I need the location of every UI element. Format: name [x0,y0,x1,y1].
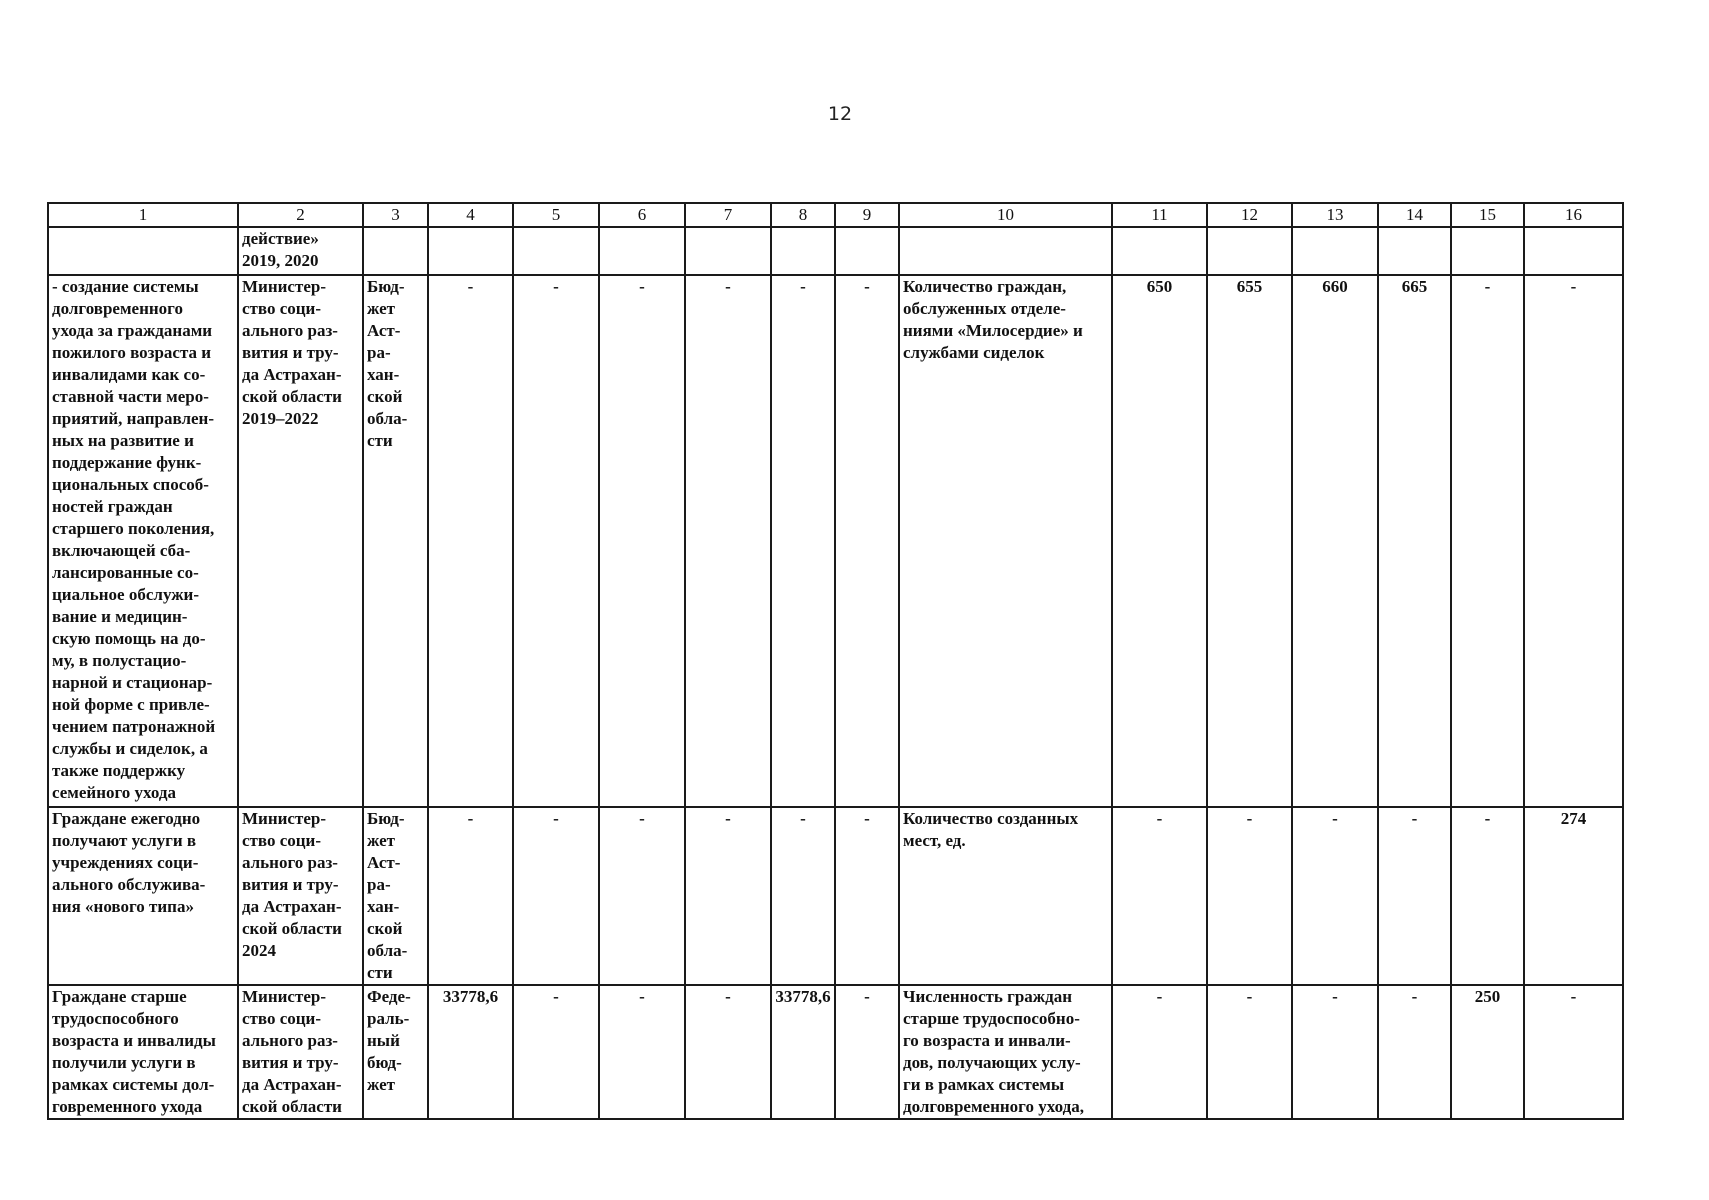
cell-indicator: Численность граждан старше трудоспособно- го возраста и инвали- дов, получающих услу- ги в рамках системы долговременного ухода, [899,985,1112,1119]
column-number-row [48,203,1623,227]
cell-value [1292,227,1378,275]
cell-value: 250 [1451,985,1524,1119]
cell-value [513,227,599,275]
cell-value: - [1112,985,1207,1119]
cell-value: - [1112,807,1207,985]
cell-value: - [599,275,685,807]
cell-source [363,227,428,275]
column-number: 9 [835,203,899,227]
cell-value: - [1451,807,1524,985]
cell-measure: Граждане старше трудоспособного возраста и инвалиды получили услуги в рамках системы дол- говременного ухода [48,985,238,1119]
cell-value: - [835,807,899,985]
column-number: 16 [1524,203,1623,227]
cell-value [428,227,513,275]
column-number: 2 [238,203,363,227]
cell-indicator: Количество созданных мест, ед. [899,807,1112,985]
program-table [47,202,1624,1120]
cell-executor: Министер- ство соци- ального раз- вития и тру- да Астрахан- ской области [238,985,363,1119]
cell-value [835,227,899,275]
cell-value: - [428,275,513,807]
cell-value: - [1451,275,1524,807]
column-number: 8 [771,203,835,227]
column-number: 12 [1207,203,1292,227]
table-row [48,227,1623,275]
table-row [48,275,1623,807]
cell-value: - [1292,985,1378,1119]
cell-value [599,227,685,275]
cell-executor: Министер- ство соци- ального раз- вития и тру- да Астрахан- ской области 2024 [238,807,363,985]
cell-executor: действие» 2019, 2020 [238,227,363,275]
column-number: 15 [1451,203,1524,227]
cell-measure: Граждане ежегодно получают услуги в учреждениях соци- ального обслужива- ния «нового типа» [48,807,238,985]
cell-indicator: Количество граждан, обслуженных отделе- ниями «Милосердие» и службами сиделок [899,275,1112,807]
cell-source: Бюд- жет Аст- ра- хан- ской обла- сти [363,275,428,807]
column-number: 13 [1292,203,1378,227]
cell-measure [48,227,238,275]
cell-value: 33778,6 [428,985,513,1119]
cell-executor: Министер- ство соци- ального раз- вития и тру- да Астрахан- ской области 2019–2022 [238,275,363,807]
cell-value: - [428,807,513,985]
cell-value: - [599,985,685,1119]
cell-value [1207,227,1292,275]
cell-value: 655 [1207,275,1292,807]
table-row [48,985,1623,1119]
cell-source: Феде- раль- ный бюд- жет [363,985,428,1119]
cell-value: - [1207,807,1292,985]
column-number: 1 [48,203,238,227]
column-number: 5 [513,203,599,227]
cell-value: - [513,807,599,985]
page-number: 12 [827,103,853,125]
cell-source: Бюд- жет Аст- ра- хан- ской обла- сти [363,807,428,985]
column-number: 3 [363,203,428,227]
cell-value: 33778,6 [771,985,835,1119]
table-row [48,807,1623,985]
cell-value: 665 [1378,275,1451,807]
column-number: 10 [899,203,1112,227]
table-body [48,203,1623,1119]
cell-value: - [599,807,685,985]
cell-value: 650 [1112,275,1207,807]
cell-value: - [513,985,599,1119]
column-number: 14 [1378,203,1451,227]
cell-value: - [685,985,771,1119]
cell-measure: - создание системы долговременного ухода за гражданами пожилого возраста и инвалидами как со- ставной части меро- приятий, направлен- ных на развитие и поддержание функ- циональных способ- ностей граждан старшего поколения, включающей сба- лансированные со- циальное обслужи- вание и медицин- скую помощь на до- му, в полустацио- нарной и стационар- ной форме с привле- чением патронажной службы и сиделок, а также поддержку семейного ухода [48,275,238,807]
cell-value: - [1524,275,1623,807]
cell-value [1524,227,1623,275]
cell-value: - [771,275,835,807]
cell-value: - [685,275,771,807]
cell-indicator [899,227,1112,275]
cell-value: - [771,807,835,985]
cell-value: - [1524,985,1623,1119]
column-number: 6 [599,203,685,227]
cell-value: - [685,807,771,985]
cell-value [1112,227,1207,275]
cell-value [1451,227,1524,275]
cell-value [685,227,771,275]
cell-value: - [1378,985,1451,1119]
column-number: 11 [1112,203,1207,227]
cell-value: - [1207,985,1292,1119]
cell-value: - [1292,807,1378,985]
cell-value: - [835,275,899,807]
cell-value: 274 [1524,807,1623,985]
cell-value: - [1378,807,1451,985]
cell-value: 660 [1292,275,1378,807]
cell-value: - [835,985,899,1119]
cell-value: - [513,275,599,807]
column-number: 7 [685,203,771,227]
cell-value [1378,227,1451,275]
column-number: 4 [428,203,513,227]
cell-value [771,227,835,275]
